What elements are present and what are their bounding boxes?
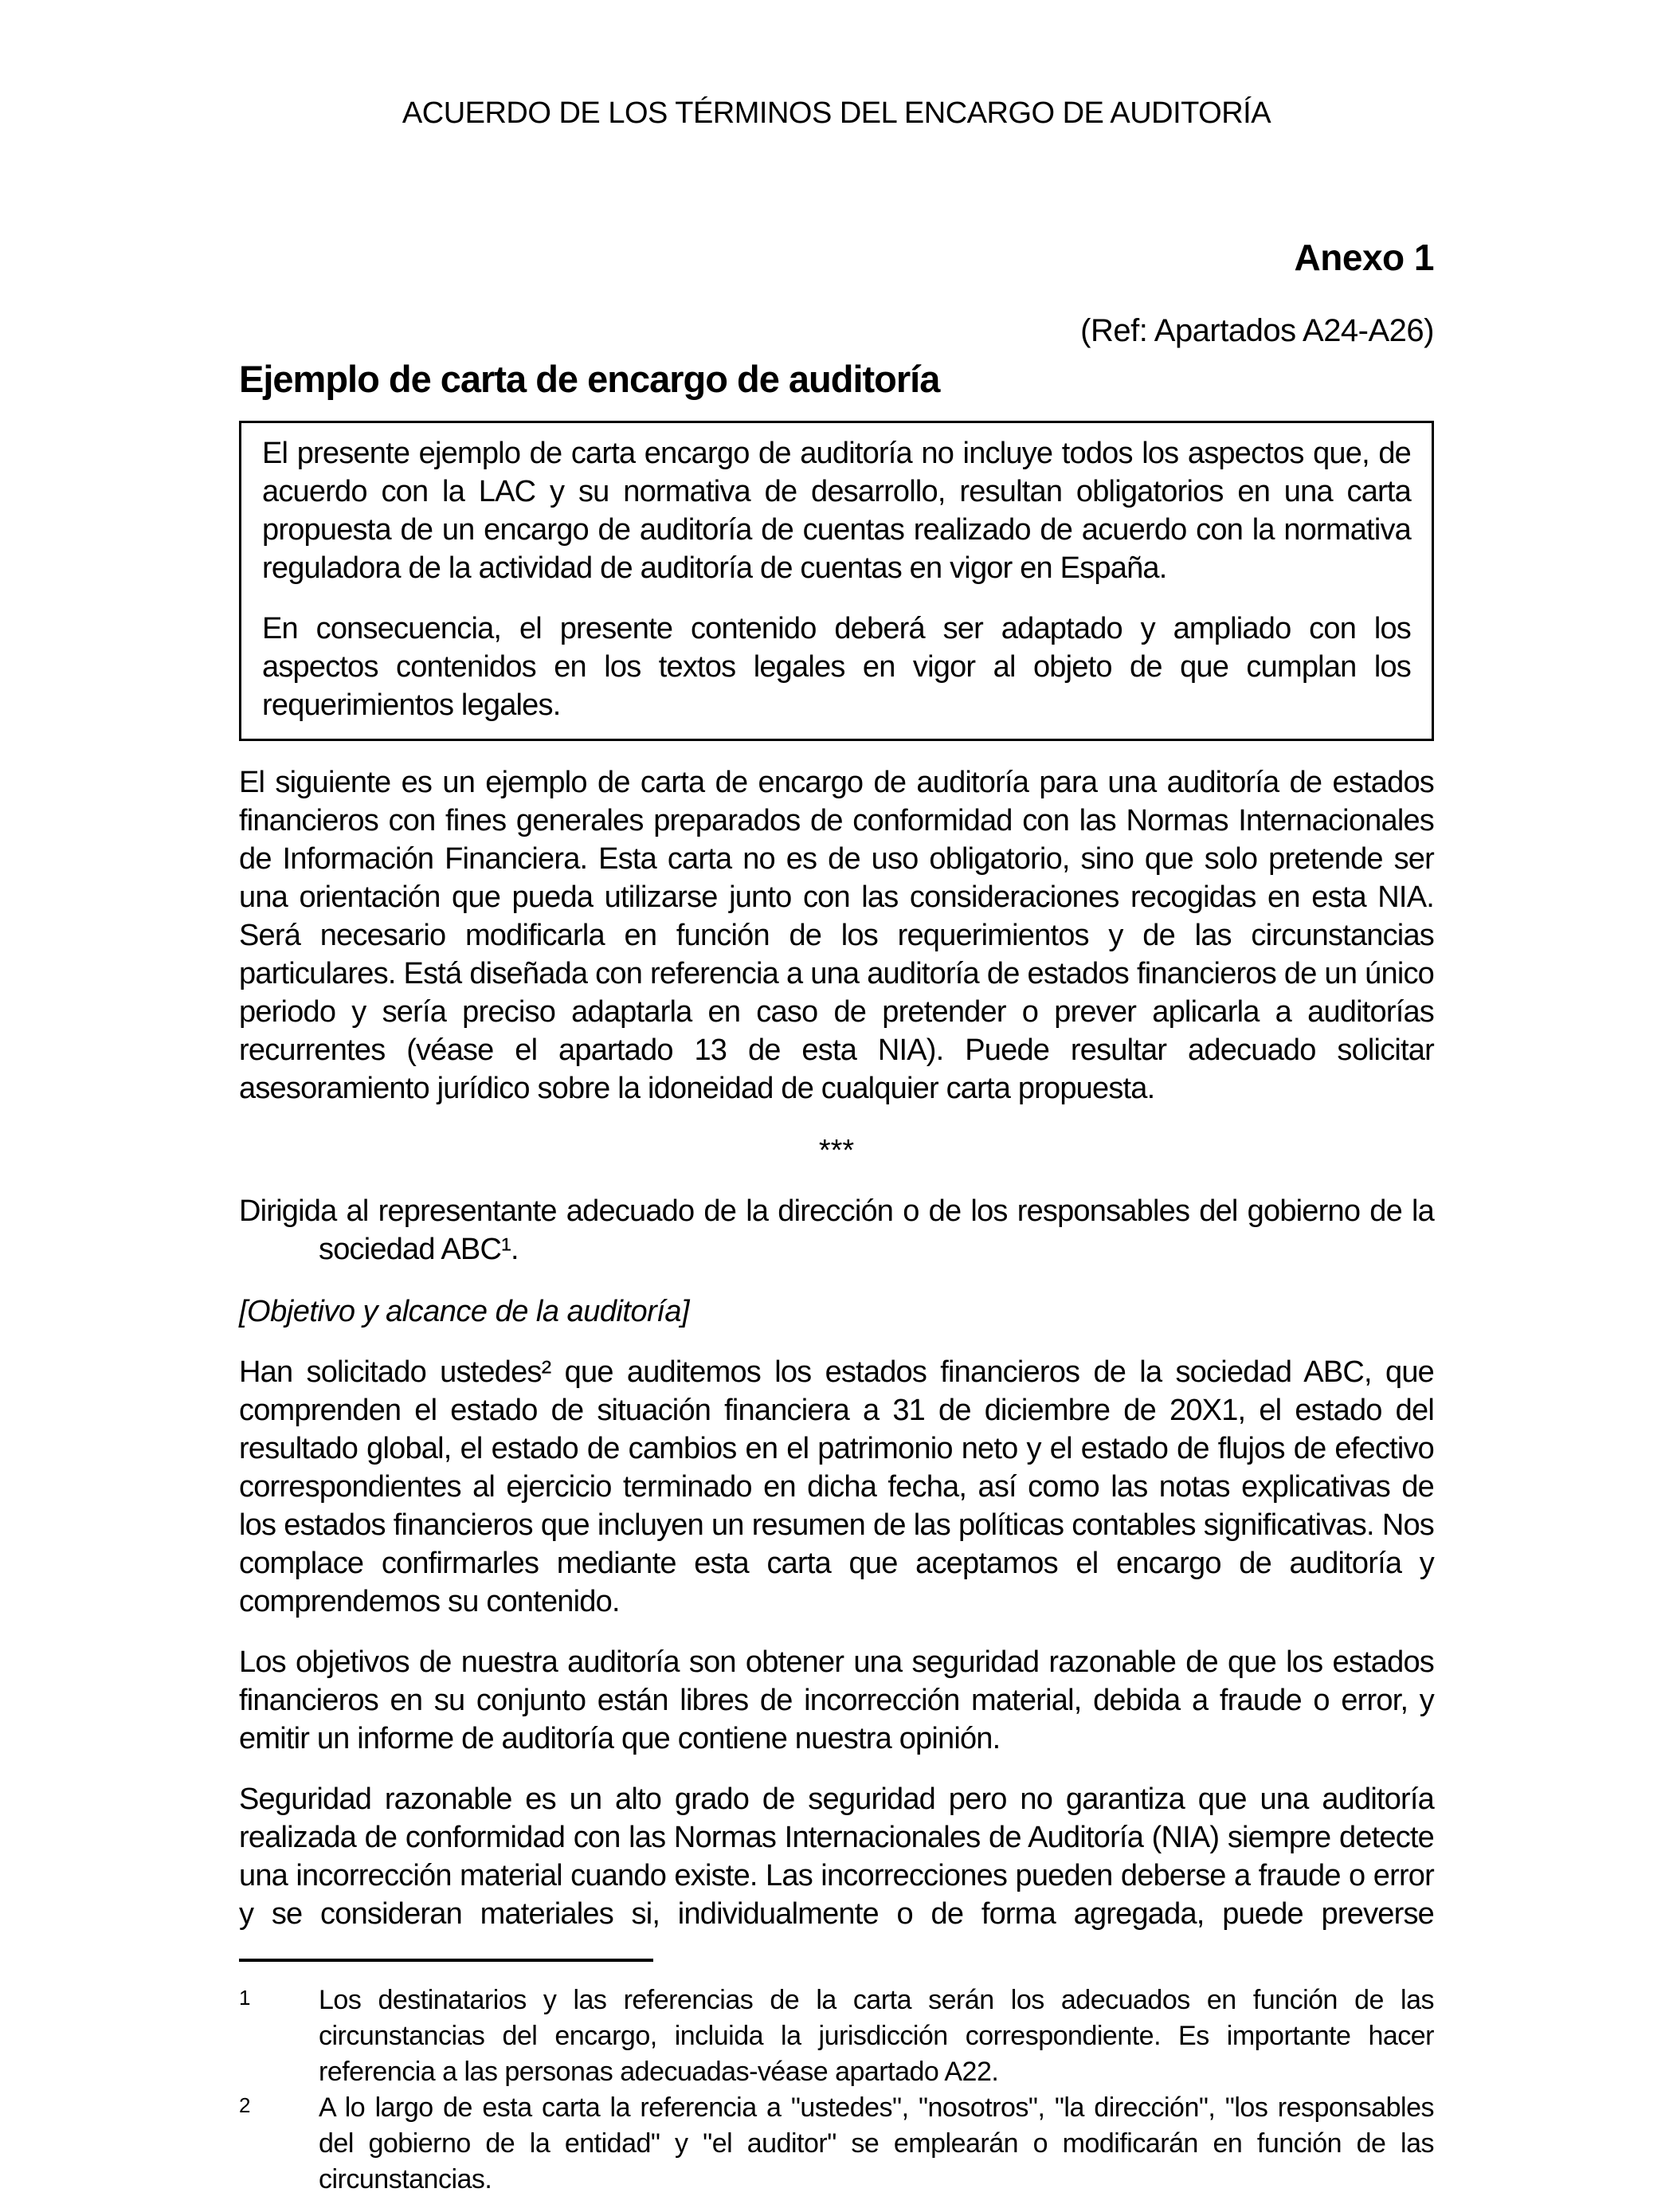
section-separator: *** xyxy=(818,1134,855,1167)
salutation-line-1: Dirigida al representante adecuado de la dirección o de los responsables del gobierno de la xyxy=(239,1194,1434,1228)
footnote-2-text: A lo largo de esta carta la referencia a "ustedes", "nosotros", "la dirección", "los responsables del gobierno de la entidad" y "el auditor" se emplearán o modificarán en función de las circunstancias. xyxy=(319,2092,1434,2194)
footnote-separator-rule xyxy=(239,1959,653,1962)
body-paragraph-engagement: Han solicitado ustedes² que auditemos los estados financieros de la sociedad ABC, que comprenden el estado de situación financiera a 31 de diciembre de 20X1, el estado del resultado global, el estado de cambios en el patrimonio neto y el estado de flujos de efectivo correspondientes al ejercicio terminado en dicha fecha, así como las notas explicativas de los estados financieros que incluyen un resumen de las políticas contables significativas. Nos complace confirmarles mediante esta carta que aceptamos el encargo de auditoría y comprendemos su contenido. xyxy=(239,1355,1434,1618)
notice-box xyxy=(239,421,1434,741)
notice-box-paragraph-2: En consecuencia, el presente contenido deberá ser adaptado y ampliado con los aspectos contenidos en los textos legales en vigor al objeto de que cumplan los requerimientos legales. xyxy=(262,612,1411,722)
footnote-1-text: Los destinatarios y las referencias de la carta serán los adecuados en función de las circunstancias del encargo, incluida la jurisdicción correspondiente. Es importante hacer referencia a las personas adecuadas-véase apartado A22. xyxy=(319,1985,1434,2087)
notice-box-paragraph-1: El presente ejemplo de carta encargo de auditoría no incluye todos los aspectos que, de acuerdo con la LAC y su normativa de desarrollo, resultan obligatorios en una carta propuesta de un encargo de auditoría de cuentas realizado de acuerdo con la normativa reguladora de la actividad de auditoría de cuentas en vigor en España. xyxy=(262,437,1411,585)
salutation-line-2: sociedad ABC¹. xyxy=(319,1233,519,1266)
footnote-2 xyxy=(239,2090,1434,2198)
footnote-2-marker: 2 xyxy=(239,2093,251,2117)
reference-line: (Ref: Apartados A24-A26) xyxy=(1080,313,1434,348)
footnote-1-marker: 1 xyxy=(239,1986,251,2010)
body-paragraph-objectives: Los objetivos de nuestra auditoría son obtener una seguridad razonable de que los estados financieros en su conjunto están libres de incorrección material, debida a fraude o error, y emitir un informe de auditoría que contiene nuestra opinión. xyxy=(239,1645,1434,1755)
body-paragraph-reasonable-assurance: Seguridad razonable es un alto grado de seguridad pero no garantiza que una auditoría realizada de conformidad con las Normas Internacionales de Auditoría (NIA) siempre detecte una incorrección material cuando existe. Las incorrecciones pueden deberse a fraude o error y se consideran materiales si, individualmente o de forma agregada, puede preverse xyxy=(239,1783,1434,1931)
annex-label: Anexo 1 xyxy=(1294,237,1434,278)
page-title: Ejemplo de carta de encargo de auditoría xyxy=(239,358,940,400)
running-header: ACUERDO DE LOS TÉRMINOS DEL ENCARGO DE AUDITORÍA xyxy=(402,96,1271,130)
footnote-1 xyxy=(239,1983,1434,2090)
intro-paragraph: El siguiente es un ejemplo de carta de encargo de auditoría para una auditoría de estados financieros con fines generales preparados de conformidad con las Normas Internacionales de Información Financiera. Esta carta no es de uso obligatorio, sino que solo pretende ser una orientación que pueda utilizarse junto con las consideraciones recogidas en esta NIA. Será necesario modificarla en función de los requerimientos y de las circunstancias particulares. Está diseñada con referencia a una auditoría de estados financieros de un único periodo y sería preciso adaptarla en caso de pretender o prever aplicarla a auditorías recurrentes (véase el apartado 13 de esta NIA). Puede resultar adecuado solicitar asesoramiento jurídico sobre la idoneidad de cualquier carta propuesta. xyxy=(239,766,1434,1105)
footnote-section xyxy=(239,1959,1434,2198)
objective-scope-heading: [Objetivo y alcance de la auditoría] xyxy=(239,1295,690,1328)
